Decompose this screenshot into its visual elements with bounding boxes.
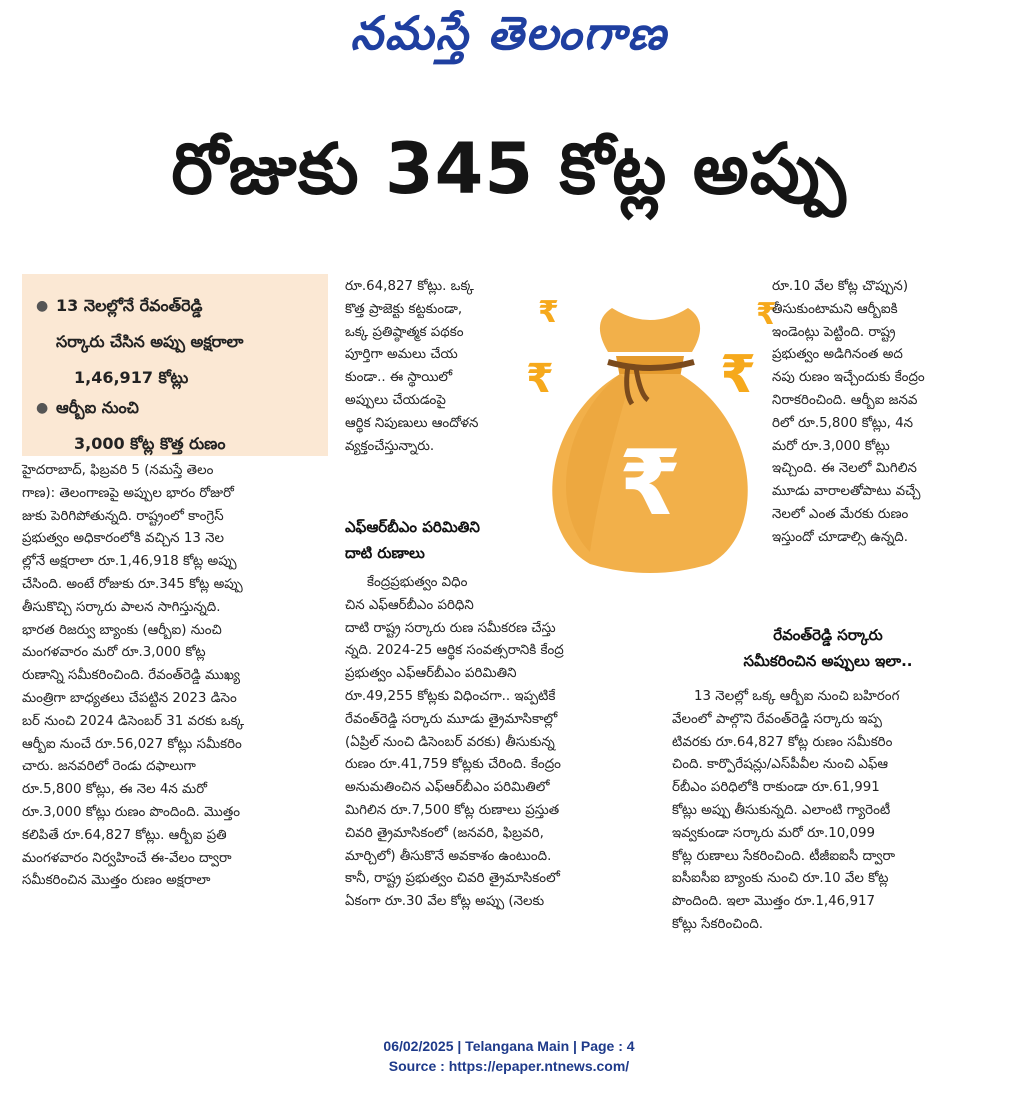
body-line: నెలలో ఎంత మేరకు రుణం <box>772 506 909 522</box>
column-1 <box>22 460 328 893</box>
body-line: పూర్తిగా అమలు చేయ <box>345 347 458 363</box>
body-line: కోట్ల రుణాలు సేకరించింది. టీజీఐఐసీ ద్వారా <box>672 848 896 864</box>
bullet-icon: ● <box>36 298 49 314</box>
subhead-line: రేవంత్‌రెడ్డి సర్కారు <box>773 626 883 644</box>
body-line: రూ.49,255 కోట్లకు విధించగా.. ఇప్పటికే <box>345 688 556 704</box>
column-3-top <box>772 276 984 550</box>
highlight-1 <box>38 288 318 396</box>
rupee-icon: ₹ <box>756 297 777 332</box>
body-line: న్నది. 2024-25 ఆర్థిక సంవత్సరానికి కేంద్ర <box>345 643 564 659</box>
headline: రోజుకు 345 కోట్ల అప్పు <box>171 128 847 210</box>
body-line: ఇండెంట్లు పెట్టింది. రాష్ట్ర <box>772 324 896 340</box>
body-line: రిలో రూ.5,800 కోట్లు, 4న <box>772 415 914 431</box>
body-line: ఆర్థిక నిపుణులు ఆందోళన <box>345 415 479 431</box>
body-line: కలిపితే రూ.64,827 కోట్లు. ఆర్బీఐ ప్రతి <box>22 827 227 843</box>
money-bag-rupee-icon <box>520 282 780 582</box>
highlight-1-line3: 1,46,917 కోట్లు <box>74 368 189 387</box>
highlight-2-line2: 3,000 కోట్ల కొత్త రుణం <box>74 434 226 453</box>
body-line: రూ.5,800 కోట్లు, ఈ నెల 4న మరో <box>22 782 207 798</box>
body-line: నపు రుణం ఇచ్చేందుకు కేంద్రం <box>772 370 925 386</box>
body-line: చారు. జనవరిలో రెండు దఫాలుగా <box>22 759 196 775</box>
subhead-line: సమీకరించిన అప్పులు ఇలా.. <box>743 652 913 670</box>
body-line: నిరాకరించింది. ఆర్బీఐ జనవ <box>772 392 918 408</box>
body-line: మంగళవారం నిర్వహించే ఈ-వేలం ద్వారా <box>22 850 232 866</box>
body-line: వ్యక్తంచేస్తున్నారు. <box>345 438 435 454</box>
body-line: కానీ, రాష్ట్ర ప్రభుత్వం చివరి త్రైమాసికంలో <box>345 871 560 887</box>
body-line: గాణ): తెలంగాణపై అప్పుల భారం రోజురో <box>22 485 234 501</box>
subhead-frbm <box>345 514 545 566</box>
highlight-1-line2: సర్కారు చేసిన అప్పు అక్షరాలా <box>56 332 244 351</box>
body-line: ఇస్తుందో చూడాల్సి ఉన్నది. <box>772 529 909 545</box>
body-line: బర్ నుంచి 2024 డిసెంబర్ 31 వరకు ఒక్క <box>22 713 245 729</box>
body-line: 13 నెలల్లో ఒక్క ఆర్బీఐ నుంచి బహిరంగ <box>694 689 900 704</box>
column-2-bottom <box>345 572 655 914</box>
body-line: హైదరాబాద్, ఫిబ్రవరి 5 (నమస్తే తెలం <box>22 463 214 478</box>
body-line: రూ.3,000 కోట్లు రుణం పొందింది. మొత్తం <box>22 804 241 820</box>
masthead: నమస్తే తెలంగాణ <box>350 6 668 60</box>
body-line: ఆర్బీఐ నుంచే రూ.56,027 కోట్లు సమీకరిం <box>22 736 242 752</box>
body-line: రుణాన్ని సమీకరించింది. రేవంత్‌రెడ్డి ముఖ్య <box>22 668 240 684</box>
body-line: కోట్లు సేకరించింది. <box>672 916 764 932</box>
body-line: రేవంత్‌రెడ్డి సర్కారు మూడు త్రైమాసికాల్లో <box>345 711 558 727</box>
rupee-icon: ₹ <box>538 295 559 330</box>
body-line: (ఏప్రిల్ నుంచి డిసెంబర్ వరకు) తీసుకున్న <box>345 734 555 750</box>
bullet-icon: ● <box>36 400 49 416</box>
body-line: చివరి త్రైమాసికంలో (జనవరి, ఫిబ్రవరి, <box>345 825 544 841</box>
body-line: చిన ఎఫ్ఆర్‌బీఎం పరిధిని <box>345 597 474 613</box>
body-line: తీసుకొచ్చి సర్కారు పాలన సాగిస్తున్నది. <box>22 599 221 615</box>
body-line: ల్లోనే అక్షరాలా రూ.1,46,918 కోట్ల అప్పు <box>22 554 237 570</box>
body-line: రూ.64,827 కోట్లు. ఒక్క <box>345 279 474 294</box>
body-line: పొందింది. ఇలా మొత్తం రూ.1,46,917 <box>672 894 876 910</box>
body-line: మిగిలిన రూ.7,500 కోట్ల రుణాలు ప్రస్తుత <box>345 802 560 818</box>
body-line: దాటి రాష్ట్ర సర్కారు రుణ సమీకరణ చేస్తు <box>345 620 556 636</box>
body-line: మంగళవారం మరో రూ.3,000 కోట్ల <box>22 645 206 661</box>
body-line: మూడు వారాలతోపాటు వచ్చే <box>772 484 921 500</box>
body-line: తీసుకుంటామని ఆర్బీఐకి <box>772 301 898 317</box>
body-line: కేంద్రప్రభుత్వం విధిం <box>367 575 468 590</box>
body-line: మార్చిలో) తీసుకొనే అవకాశం ఉంటుంది. <box>345 848 552 864</box>
body-line: జుకు పెరిగిపోతున్నది. రాష్ట్రంలో కాంగ్రెస్ <box>22 508 224 524</box>
body-line: మరో రూ.3,000 కోట్లు <box>772 438 890 454</box>
body-line: ఇవ్వకుండా సర్కారు మరో రూ.10,099 <box>672 825 876 841</box>
body-line: రూ.10 వేల కోట్ల చొప్పున) <box>772 279 909 294</box>
subhead-revanth-debts <box>672 622 984 674</box>
body-line: ఐసీఐసీఐ బ్యాంకు నుంచి రూ.10 వేల కోట్ల <box>672 871 889 887</box>
highlight-2 <box>38 390 318 462</box>
body-line: ఇచ్చింది. ఈ నెలలో మిగిలిన <box>772 461 917 477</box>
highlight-2-line1: ఆర్బీఐ నుంచి <box>56 398 139 417</box>
body-line: ఏకంగా రూ.30 వేల కోట్ల అప్పు (నెలకు <box>345 894 545 910</box>
body-line: ర్‌బీఎం పరిధిలోకి రాకుండా రూ.61,991 <box>672 780 880 796</box>
footer-source: Source : https://epaper.ntnews.com/ <box>388 1058 630 1074</box>
highlight-1-line1: 13 నెలల్లోనే రేవంత్‌రెడ్డి <box>56 296 203 315</box>
column-2-top <box>345 276 545 458</box>
body-line: కొత్త ప్రాజెక్టు కట్టకుండా, <box>345 301 463 317</box>
body-line: టివరకు రూ.64,827 కోట్ల రుణం సమీకరిం <box>672 734 893 750</box>
body-line: చేసింది. అంటే రోజుకు రూ.345 కోట్ల అప్పు <box>22 576 243 592</box>
rupee-icon: ₹ <box>526 356 554 402</box>
footer-date-edition: 06/02/2025 | Telangana Main | Page : 4 <box>383 1038 635 1054</box>
body-line: కుండా.. ఈ స్థాయిలో <box>345 370 453 386</box>
body-line: కోట్లు అప్పు తీసుకున్నది. ఎలాంటి గ్యారెంటీ <box>672 802 891 818</box>
body-line: అప్పులు చేయడంపై <box>345 392 446 408</box>
body-line: రుణం రూ.41,759 కోట్లకు చేరింది. కేంద్రం <box>345 757 561 773</box>
body-line: వేలంలో పాల్గొని రేవంత్‌రెడ్డి సర్కారు ఇప్ప <box>672 711 882 727</box>
subhead-line: ఎఫ్ఆర్‌బీఎం పరిమితిని <box>345 518 480 536</box>
rupee-icon: ₹ <box>720 345 757 405</box>
subhead-line: దాటి రుణాలు <box>345 544 425 562</box>
body-line: ఒక్క ప్రతిష్ఠాత్మక పథకం <box>345 324 464 340</box>
body-line: మంత్రిగా బాధ్యతలు చేపట్టిన 2023 డిసెం <box>22 690 237 706</box>
body-line: ప్రభుత్వం అడిగినంత అద <box>772 347 903 363</box>
body-line: అనుమతించిన ఎఫ్ఆర్‌బీఎం పరిమితిలో <box>345 780 550 796</box>
bag-rupee-symbol: ₹ <box>618 431 682 536</box>
column-3-bottom <box>672 686 984 937</box>
body-line: సమీకరించిన మొత్తం రుణం అక్షరాలా <box>22 873 211 889</box>
body-line: ప్రభుత్వం అధికారంలోకి వచ్చిన 13 నెల <box>22 531 225 547</box>
body-line: భారత రిజర్వు బ్యాంకు (ఆర్బీఐ) నుంచి <box>22 622 222 638</box>
body-line: చింది. కార్పొరేషన్లు/ఎస్‌పీవీల నుంచి ఎఫ్ఆ <box>672 757 889 773</box>
body-line: ప్రభుత్వం ఎఫ్ఆర్‌బీఎం పరిమితిని <box>345 666 517 682</box>
highlights-box <box>22 274 328 456</box>
footer <box>0 1036 1018 1076</box>
